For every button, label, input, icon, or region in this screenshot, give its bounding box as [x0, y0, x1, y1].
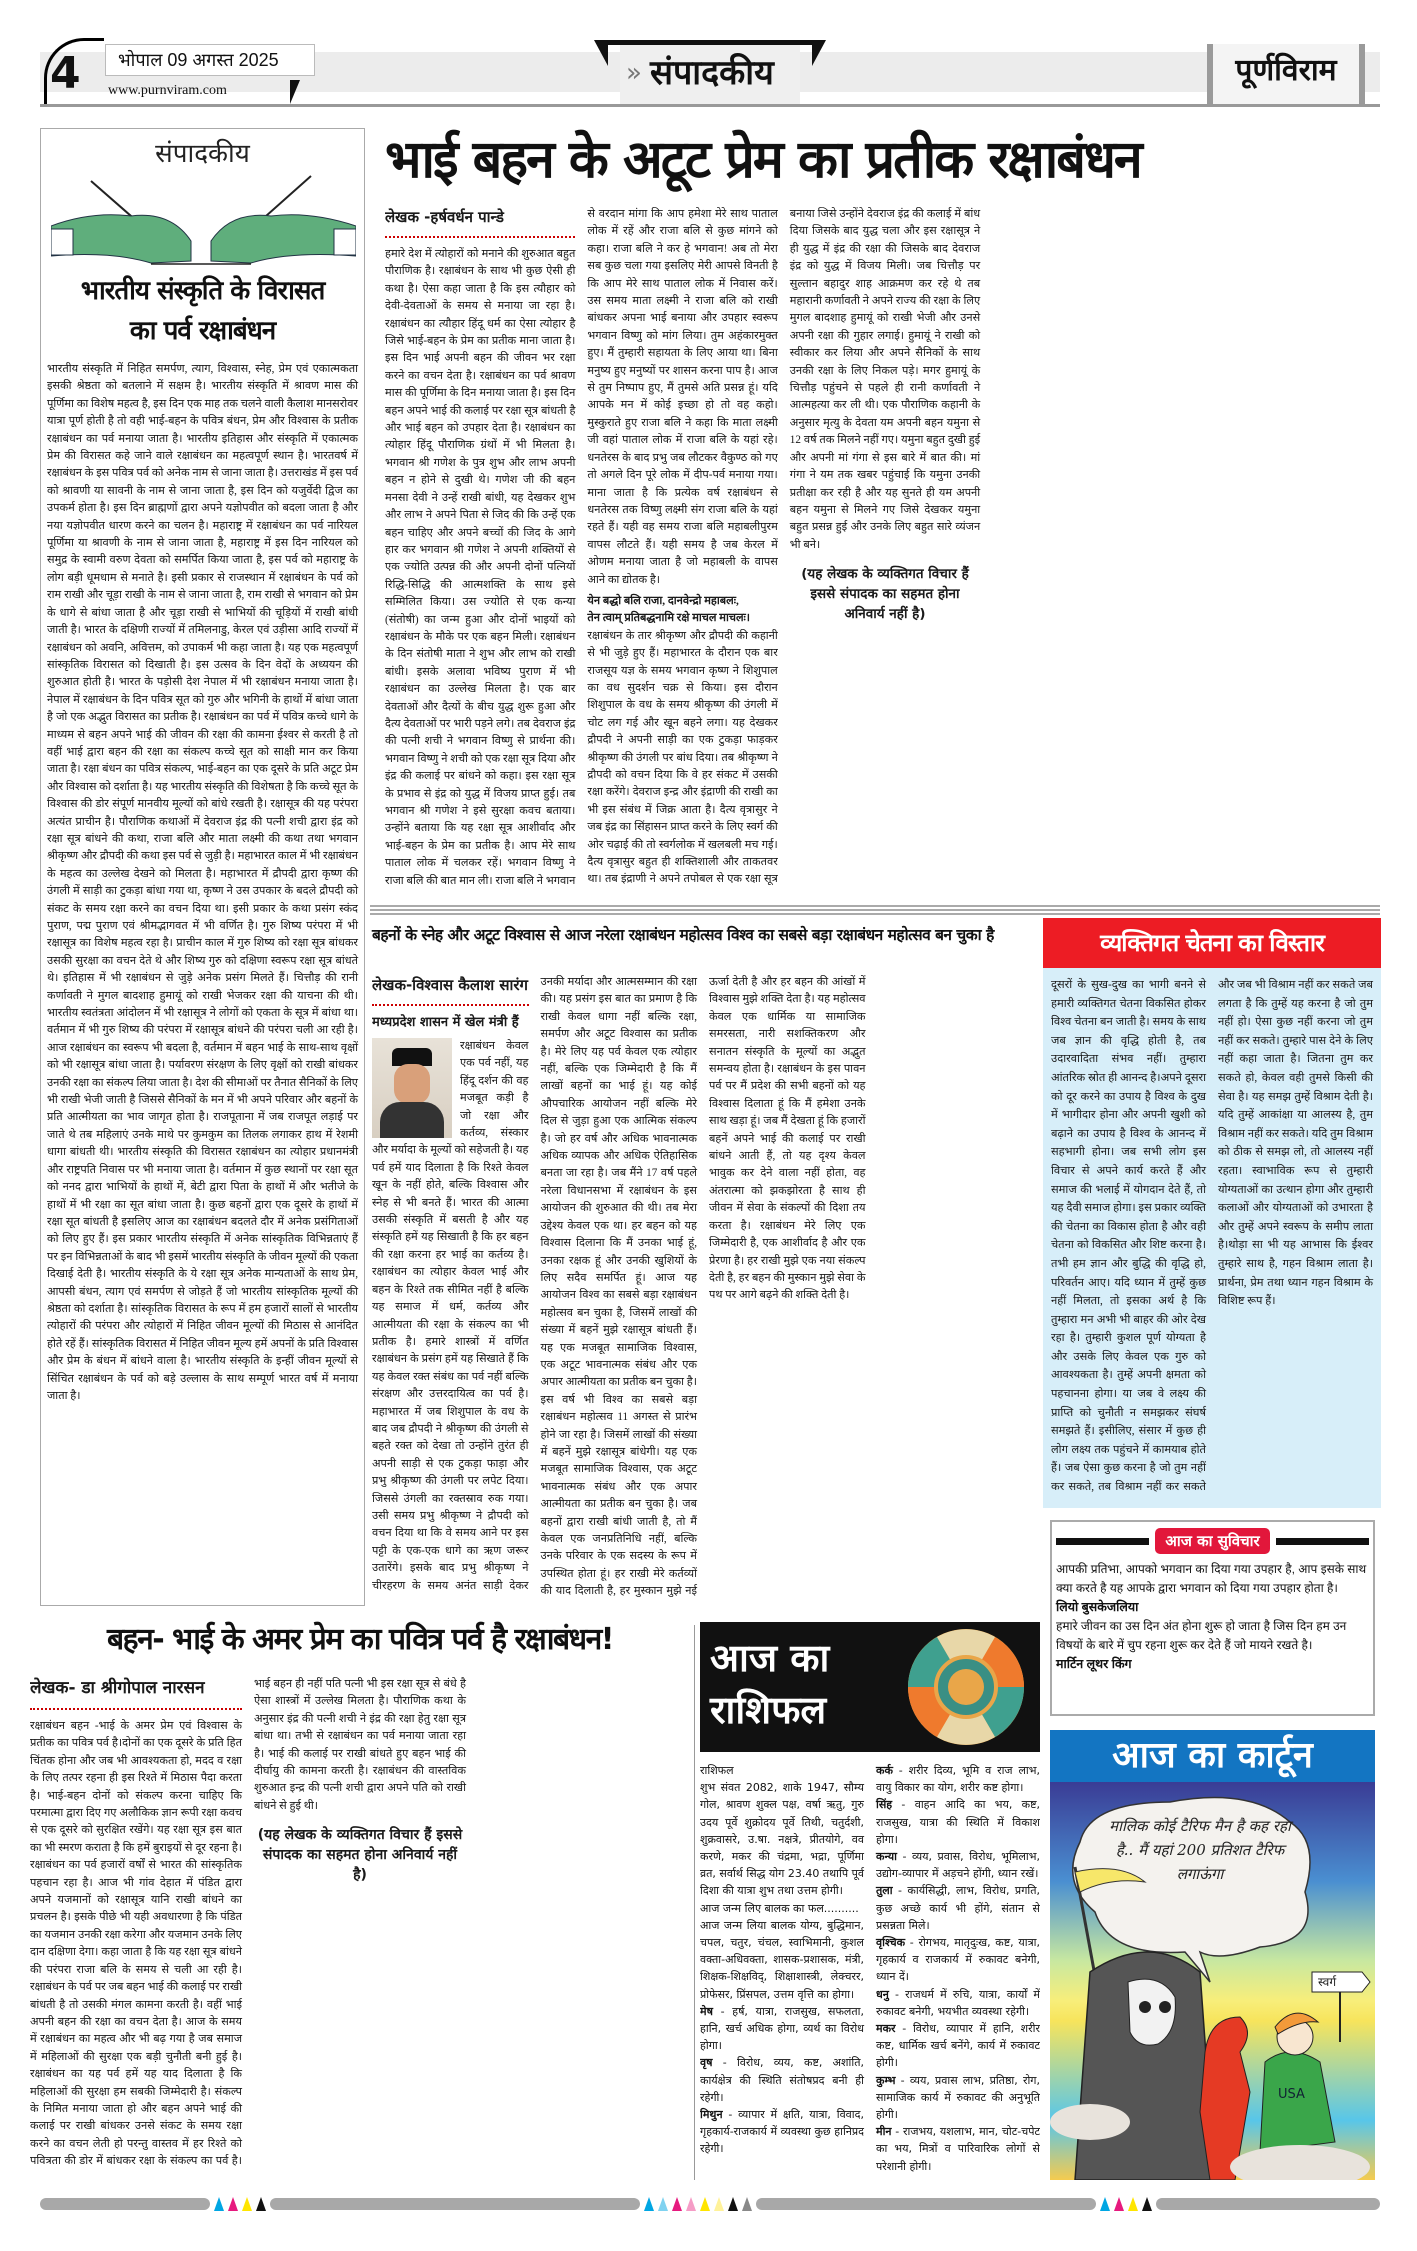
footer-pill — [1156, 2198, 1380, 2210]
yellow-mark — [242, 2197, 252, 2211]
footer-registration-strip — [40, 2196, 1380, 2212]
magenta-mark — [672, 2197, 682, 2211]
zodiac-sign-item: मीन - राजभय, यशलाभ, मान, चोट-चपेट का भय, मित्रों व पारिवारिक लोगों से परेशानी होगी। — [876, 2125, 1040, 2173]
author-designation: मध्यप्रदेश शासन में खेल मंत्री हैं — [372, 1015, 519, 1030]
double-chevron-icon: » — [626, 58, 642, 88]
zodiac-sign-item: कुम्भ - व्यय, प्रवास लाभ, प्रतिष्ठा, रोग, सामाजिक कार्य में रुकावट की अनुभूति होगी। — [876, 2073, 1040, 2122]
zodiac-sign-item: मिथुन - व्यापार में क्षति, यात्रा, विवाद, गृहकार्य-राजकार्य में व्यवस्था कुछ हानिप्रद रहेगी। — [700, 2108, 864, 2156]
yellow-mark — [1128, 2197, 1138, 2211]
main-article — [385, 206, 1385, 896]
zodiac-sign-text: राजभय, यशलाभ, मान, चोट-चपेट का भय, मित्रों व पारिवारिक लोगों से परेशानी होगी। — [876, 2125, 1040, 2173]
zodiac-sign-text: राजधर्म में रुचि, यात्रा, कार्यों में रुकावट बनेगी, भयभीत व्यवस्था रहेगी। — [876, 1987, 1040, 2018]
zodiac-sign-item: मकर - विरोध, व्यापार में हानि, शरीर कष्ट, धार्मिक खर्च बनेंगे, कार्य में रुकावट होगी। — [876, 2022, 1040, 2070]
brand-logo: पूर्णविराम — [1207, 44, 1365, 104]
zodiac-sign-item: सिंह - वाहन आदि का भय, कष्ट, राजसुख, यात्रा की स्थिति में विकाश होगा। — [876, 1798, 1040, 1846]
suvichar-bar-right — [1276, 1538, 1369, 1545]
black-mark — [728, 2197, 738, 2211]
masthead-rule — [40, 104, 1380, 107]
rashifal-heading-line1: आज का — [710, 1636, 830, 1680]
suvichar-quote-2: हमारे जीवन का उस दिन अंत होना शुरू हो जाता है जिस दिन हम उन विषयों के बारे में चुप रहना शुरू कर देते हैं जो मायने रखते है। — [1056, 1619, 1347, 1652]
rashifal-banner — [700, 1622, 1040, 1752]
column-rule — [694, 1625, 695, 2180]
editorial-title-line1: भारतीय संस्कृति के विरासत — [80, 276, 325, 306]
black-mark — [256, 2197, 266, 2211]
pink-mark — [686, 2197, 696, 2211]
cartoon-sign-text: स्वर्ग — [1318, 1975, 1337, 1989]
cartoon-speech-text: मालिक कोई टैरिफ मैन है कह रहा है.. मैं यहां 200 प्रतिशत टैरिफ लगाऊंगा — [1109, 1817, 1291, 1883]
section-tab-top-bar — [606, 40, 814, 45]
zodiac-sign-text: व्यय, प्रवास लाभ, प्रतिष्ठा, रोग, सामाजिक कार्य में रुकावट की अनुभूति होगी। — [876, 2073, 1040, 2122]
rashifal-intro: राशिफल — [700, 1764, 734, 1777]
suvichar-bar-left — [1056, 1538, 1149, 1545]
zodiac-sign-text: वाहन आदि का भय, कष्ट, राजसुख, यात्रा की स्थिति में विकाश होगा। — [876, 1798, 1040, 1846]
second-article — [372, 974, 1034, 1606]
zodiac-sign-item: वृष - विरोध, व्यय, कष्ट, अशांति, कार्यक्षेत्र की स्थिति संतोषप्रद बनी ही रहेगी। — [700, 2056, 864, 2104]
cyan-mark — [214, 2197, 224, 2211]
zodiac-sign-name: तुला — [876, 1884, 893, 1898]
suvichar-heading: आज का सुविचार — [1155, 1528, 1269, 1554]
zodiac-sign-item: कर्क - शरीर दिव्य, भूमि व राज लाभ, वायु विकार का योग, शरीर कष्ट होगा। — [876, 1764, 1040, 1795]
zodiac-sign-item: कन्या - व्यय, प्रवास, विरोध, भूमिलाभ, उद्योग-व्यापार में अड़चने होंगी, ध्यान रखें। — [876, 1850, 1040, 1881]
zodiac-sign-text: हर्ष, यात्रा, राजसुख, सफलता, हानि, खर्च अधिक होगा, व्यर्थ का विरोध होगा। — [700, 2004, 864, 2053]
yellow-mark — [700, 2197, 710, 2211]
third-body: रक्षाबंधन बहन -भाई के अमर प्रेम एवं विश्वास के प्रतीक का पवित्र पर्व है।दोनों का एक दूसरे के प्रति हित चिंतक होना और जब भी आवश्यकता हो, मदद व रक्षा के लिए तत्पर रहना ही इस रिश्ते में मिठास पैदा करता है। भाई-बहन दोनों को संकल्प करना चाहिए कि परमात्मा द्वारा दिए गए अलौकिक ज्ञान रूपी रक्षा कवच से एक दूसरे को सुरक्षित रखेंगे। यह रक्षा सूत्र इस बात का भी स्मरण कराता है कि हमें बुराइयों से दूर रहना है। रक्षाबंधन का पर्व हजारों वर्षों से भारत की सांस्कृतिक पहचान रहा है। आज भी गांव देहात में पंडित द्वारा अपने यजमानों को रक्षासूत्र यानि राखी बांधने का प्रचलन है। इसके पीछे भी यही अवधारणा है कि पंडित का यजमान उनकी रक्षा करेगा और यजमान उनके लिए दान दक्षिणा देगा। कहा जाता है कि यह रक्षा सूत्र बांधने की परंपरा राजा बलि के समय से चली आ रही है। रक्षाबंधन के पर्व पर जब बहन भाई की कलाई पर राखी बांधती है तो उसकी मंगल कामना करती है। वहीं भाई अपनी बहन की रक्षा का वचन देता है। आज के समय में रक्षाबंधन का महत्व और भी बढ़ गया है जब समाज में महिलाओं की सुरक्षा एक बड़ी चुनौती बनी हुई है। रक्षाबंधन का यह पर्व हमें यह याद दिलाता है कि महिलाओं की सुरक्षा हम सबकी जिम्मेदारी है। संकल्प के निमित मनाया जाता हो और बहन अपने भाई की कलाई पर राखी बांधकर उनसे संकट के समय रक्षा करने का वचन लेती हो परन्तु वास्तव में हर रिश्ते को पवित्रता की डोर में बांधकर रक्षा के संकल्प का पर्व है। भाई बहन ही नहीं पति पत्नी भी इस रक्षा सूत्र से बंधे है ऐसा शास्त्रों में उल्लेख मिलता है। पौराणिक कथा के अनुसार इंद्र की पत्नी शची ने इंद्र की रक्षा हेतु रक्षा सूत्र बांधा था। तभी से रक्षाबंधन का पर्व मनाया जाता रहा है। भाई की कलाई पर राखी बांधते हुए बहन भाई की दीर्घायु की कामना करती है। रक्षाबंधन की वास्तविक शुरुआत इन्द्र की पत्नी शची द्वारा अपने पति को राखी बांधने से हुई थी। — [30, 1678, 466, 2168]
zodiac-sign-name: कुम्भ — [876, 2073, 896, 2087]
suvichar-quote-1: आपकी प्रतिभा, आपको भगवान का दिया गया उपहार है, आप इसके साथ क्या करते है यह आपके द्वारा भगवान को दिया गया उपहार होता है। — [1056, 1562, 1367, 1595]
main-byline: लेखक -हर्षवर्धन पान्डे — [385, 206, 575, 238]
zodiac-sign-name: सिंह — [876, 1798, 893, 1812]
editorial-title-line2: का पर्व रक्षाबंधन — [129, 316, 276, 346]
footer-pill — [270, 2198, 640, 2210]
cartoon-panel — [1050, 1730, 1375, 2180]
zodiac-sign-name: धनु — [876, 1987, 889, 2001]
main-headline: भाई बहन के अटूट प्रेम का प्रतीक रक्षाबंधन — [385, 130, 1141, 190]
zodiac-sign-name: कन्या — [876, 1850, 897, 1864]
third-disclaimer: (यह लेखक के व्यक्तिगत विचार हैं इससे संपादक का सहमत होना अनिवार्य नहीं है) — [257, 1827, 463, 1884]
writing-hands-icon — [51, 171, 356, 271]
section-tab-left-wedge — [594, 40, 608, 66]
zodiac-sign-item: तुला - कार्यसिद्धी, लाभ, विरोध, प्रगति, कुछ अच्छे कार्य भी होंगे, संतान से प्रसन्नता मिले। — [876, 1884, 1040, 1932]
cyan-mark — [1100, 2197, 1110, 2211]
zodiac-sign-text: रोगभय, मातृदुःख, कष्ट, यात्रा, गृहकार्य व राजकार्य में रुकावट बनेगी, ध्यान दें। — [876, 1936, 1040, 1984]
zodiac-sign-name: वृश्चिक — [876, 1936, 906, 1950]
consciousness-body: दूसरों के सुख-दुख का भागी बनने से हमारी व्यक्तिगत चेतना विकसित होकर विश्व चेतना बन जाती है। समय के साथ जब ज्ञान की वृद्धि होती है, तब उदारवादिता संभव नहीं। तुम्हारा आंतरिक स्रोत ही आनन्द है।अपने दूसरा को दूर करने का उपाय है विश्व के दुख में भागीदार होना और अपनी खुशी को बढ़ाने का उपाय है विश्व के आनन्द में सहभागी होना। जब सभी लोग इस विचार से अपने कार्य करते हैं और समाज की भलाई में योगदान देते हैं, तो यह दैवी समाज होगा। इस प्रकार व्यक्ति की चेतना का विकास होता है और वही चेतना को विकसित और शिष्ट करना है। तभी हम ज्ञान और बुद्धि की वृद्धि हो, परिवर्तन आए। यदि ध्यान में तुम्हें कुछ नहीं मिलता, तो इसका अर्थ है कि तुम्हारा मन अभी भी बाहर की ओर देख रहा है। तुम्हारी कुशल पूर्ण योग्यता है और उसके लिए केवल एक गुरु को आवश्यकता है। तुम्हें अपनी क्षमता को पहचानना होगा। या जब वे लक्ष्य की प्राप्ति को चुनौती न समझकर संघर्ष समझते हैं। इसीलिए, संसार में कुछ ही लोग लक्ष्य तक पहुंचने में कामयाब होते हैं। जब ऐसा कुछ करना है जो तुम नहीं कर सकते, तब विश्राम नहीं कर सकते और जब भी विश्राम नहीं कर सकते जब लगता है कि तुम्हें यह करना है जो तुम नहीं हो। ऐसा कुछ नहीं करना जो तुम नहीं कर सकते। तुम्हारे पास देने के लिए नहीं कहा जाता है। जितना तुम कर सकते हो, केवल वही तुमसे किसी की सेवा है। यह समझ तुम्हें विश्राम देती है। यदि तुम्हें आकांक्षा या आलस्य है, तुम विश्राम नहीं कर सकते। यदि तुम विश्राम को ठीक से समझ लो, तो आलस्य नहीं रहता। स्वाभाविक रूप से तुम्हारी योग्यताओं का उत्थान होगा और तुम्हारी कलाओं और योग्यताओं को उभारता है और तुम्हें अपने स्वरूप के समीप लाता है।थोड़ा सा भी यह आभास कि ईश्वर तुम्हारे साथ है, गहन विश्राम लाता है।प्रार्थना, प्रेम तथा ध्यान गहन विश्राम के विशिष्ट रूप हैं। — [1051, 979, 1373, 1494]
section-tab-right-wedge — [812, 40, 826, 66]
consciousness-heading: व्यक्तिगत चेतना का विस्तार — [1043, 918, 1381, 968]
website-link[interactable]: www.purnviram.com — [108, 83, 227, 98]
section-title: संपादकीय — [650, 53, 774, 93]
second-body: रक्षाबंधन केवल एक पर्व नहीं, यह हिंदू दर्शन की वह मजबूत कड़ी है जो रक्षा और कर्तव्य, संस्कार और मर्यादा के मूल्यों को सहेजती है। यह पर्व हमें याद दिलाता है कि रिश्ते केवल खून के नहीं होते, बल्कि विश्वास और स्नेह से भी बनते हैं। भारत की आत्मा उसकी संस्कृति में बसती है और यह संस्कृति हमें यह सिखाती है कि हर बहन की रक्षा करना हर भाई का कर्तव्य है। रक्षाबंधन का त्योहार केवल भाई और बहन के रिश्ते तक सीमित नहीं है बल्कि यह समाज में धर्म, कर्तव्य और आत्मीयता की रक्षा के संकल्प का भी प्रतीक है। हमारे शास्त्रों में वर्णित रक्षाबंधन के प्रसंग हमें यह सिखाते हैं कि यह केवल रक्त संबंध का पर्व नहीं बल्कि संरक्षण और उत्तरदायित्व का पर्व है। महाभारत में जब शिशुपाल के वध के बाद जब द्रौपदी ने श्रीकृष्ण की उंगली से बहते रक्त को देखा तो उन्होंने तुरंत ही अपनी साड़ी से एक टुकड़ा फाड़ा और प्रभु श्रीकृष्ण की उंगली पर लपेट दिया। जिससे उंगली का रक्तस्राव रुक गया। उसी समय प्रभु श्रीकृष्ण ने द्रौपदी को वचन दिया था कि वे समय आने पर इस पट्टी के एक-एक धागे का ऋण जरूर उतारेंगे। इसके बाद प्रभु श्रीकृष्ण ने चीरहरण के समय अनंत साड़ी देकर उनकी मर्यादा और आत्मसम्मान की रक्षा की। यह प्रसंग इस बात का प्रमाण है कि राखी केवल धागा नहीं बल्कि रक्षा, समर्पण और अटूट विश्वास का प्रतीक है। मेरे लिए यह पर्व केवल एक त्योहार नहीं, बल्कि एक जिम्मेदारी है कि मैं लाखों बहनों का भाई हूं। यह कोई औपचारिक आयोजन नहीं बल्कि मेरे दिल से जुड़ा हुआ एक आत्मिक संकल्प है। जो हर वर्ष और अधिक भावनात्मक अधिक व्यापक और अधिक ऐतिहासिक बनता जा रहा है। जब मैंने 17 वर्ष पहले नरेला विधानसभा में रक्षाबंधन के इस आयोजन की शुरुआत की थी। तब मेरा उद्देश्य केवल एक था। हर बहन को यह विश्वास दिलाना कि मैं उनका भाई हूं, उनका रक्षक हूं और उनकी खुशियों के लिए सदैव समर्पित हूं। आज यह आयोजन विश्व का सबसे बड़ा रक्षाबंधन महोत्सव बन चुका है, जिसमें लाखों की संख्या में बहनें मुझे रक्षासूत्र बांधती हैं। यह एक मजबूत सामाजिक विश्वास, एक अटूट भावनात्मक संबंध और एक अपार आत्मीयता का प्रतीक बन चुका है। इस वर्ष भी विश्व का सबसे बड़ा रक्षाबंधन महोत्सव 11 अगस्त से प्रारंभ होने जा रहा है। जिसमें लाखों की संख्या में बहनें मुझे रक्षासूत्र बांधेगी। यह एक मजबूत सामाजिक विश्वास, एक अटूट भावनात्मक संबंध और एक अपार आत्मीयता का प्रतीक बन चुका है। जब बहनों द्वारा राखी बांधी जाती है, तो मैं केवल एक जनप्रतिनिधि नहीं, बल्कि उनके परिवार के एक सदस्य के रूप में उपस्थित होता हूं। हर राखी मेरे कर्तव्यों की याद दिलाती है, हर मुस्कान मुझे नई ऊर्जा देती है और हर बहन की आंखों में विश्वास मुझे शक्ति देता है। यह महोत्सव केवल एक धार्मिक या सामाजिक समरसता, नारी सशक्तिकरण और सनातन संस्कृति के मूल्यों का अद्भुत समन्वय होता है। रक्षाबंधन के इस पावन पर्व पर मैं प्रदेश की सभी बहनों को यह विश्वास दिलाता हूं कि मैं हमेशा उनके साथ खड़ा हूं। जब मैं देखता हूं कि हजारों बहनें अपने भाई की कलाई पर राखी बांधने आती हैं, तो यह दृश्य केवल भावुक कर देने वाला नहीं होता, वह अंतरात्मा को झकझोरता है साथ ही जीवन में सेवा के संकल्पों की दिशा तय करता है। रक्षाबंधन मेरे लिए एक जिम्मेदारी है, एक आशीर्वाद है और एक प्रेरणा है। हर राखी मुझे एक नया संकल्प देती है, हर बहन की मुस्कान मुझे सेवा के पथ पर आगे बढ़ने की शक्ति देती है। — [372, 976, 866, 1598]
sanskrit-verse-line1: येन बद्धो बलि राजा, दानवेन्द्रो महाबलः, — [587, 594, 739, 607]
main-body-part2: रक्षाबंधन के तार श्रीकृष्ण और द्रौपदी की कहानी से भी जुड़े हुए हैं। महाभारत के दौरान एक बार राजसूय यज्ञ के समय भगवान कृष्ण ने शिशुपाल का वध सुदर्शन चक्र से किया। इस दौरान शिशुपाल के वध के समय श्रीकृष्ण की उंगली में चोट लग गई और खून बहने लगा। यह देखकर द्रौपदी ने अपनी साड़ी का एक टुकड़ा फाड़कर श्रीकृष्ण की उंगली पर बांध दिया। तब श्रीकृष्ण ने द्रौपदी को वचन दिया कि वे हर संकट में उसकी रक्षा करेंगे। देवराज इन्द्र और इंद्राणी की राखी का भी इस संबंध में जिक्र आता है। दैत्य वृत्रासुर ने जब इंद्र का सिंहासन प्राप्त करने के लिए स्वर्ग की ओर चढ़ाई की तो स्वर्गलोक में खलबली मच गई। दैत्य वृत्रासुर बहुत ही शक्तिशाली और ताकतवर था। तब इंद्राणी ने अपने तपोबल से एक रक्षा सूत्र बनाया जिसे उन्होंने देवराज इंद्र की कलाई में बांध दिया जिसके बाद युद्ध चला और इस रक्षासूत्र ने ही युद्ध में इंद्र की रक्षा की जिसके बाद देवराज इंद्र को युद्ध में विजय मिली। जब चित्तौड़ पर सुल्तान बहादुर शाह आक्रमण कर रहे थे तब महारानी कर्णावती ने अपने राज्य की रक्षा के लिए मुगल बादशाह हुमायूं को राखी भेजी और उनसे अपनी रक्षा की गुहार लगाई। हुमायूं ने राखी को स्वीकार कर लिया और अपने सैनिकों के साथ उनकी रक्षा के लिए निकल पड़े। मगर हुमायूं के चित्तौड़ पहुंचने से पहले ही रानी कर्णावती ने आत्महत्या कर ली थी। एक पौराणिक कहानी के अनुसार मृत्यु के देवता यम अपनी बहन यमुना से 12 वर्ष तक मिलने नहीं गए। यमुना बहुत दुखी हुई और अपनी मां गंगा से इस बारे में बात की। मां गंगा ने यम तक खबर पहुंचाई कि यमुना उनकी प्रतीक्षा कर रही है और यह सुनते ही यम अपनी बहन यमुना से मिलने गए जिसे देखकर यमुना बहुत प्रसन्न हुई और उनके लिए बहुत सारे व्यंजन भी बने। — [587, 208, 981, 886]
url-slash — [290, 80, 300, 104]
page-number: 4 — [50, 48, 81, 99]
zodiac-sign-text: विरोध, व्यय, कष्ट, अशांति, कार्यक्षेत्र की स्थिति संतोषप्रद बनी ही रहेगी। — [700, 2056, 864, 2104]
footer-pill — [40, 2198, 210, 2210]
magenta-mark — [1114, 2197, 1124, 2211]
magenta-mark — [228, 2197, 238, 2211]
edition-date: भोपाल 09 अगस्त 2025 — [105, 44, 315, 76]
light-cyan-mark — [658, 2197, 668, 2211]
zodiac-sign-name: मेष — [700, 2004, 713, 2018]
sanskrit-verse-line2: तेन त्वाम् प्रतिबद्धनामि रक्षे माचल माचलः। — [587, 612, 751, 625]
zodiac-sign-item: धनु - राजधर्म में रुचि, यात्रा, कार्यों में रुकावट बनेगी, भयभीत व्यवस्था रहेगी। — [876, 1987, 1040, 2018]
main-disclaimer: (यह लेखक के व्यक्तिगत विचार हैं इससे संपादक का सहमत होना अनिवार्य नहीं है) — [801, 566, 969, 623]
rashifal-body — [700, 1762, 1040, 2182]
light-yellow-mark — [714, 2197, 724, 2211]
child-fortune-title: आज जन्म लिए बालक का फल.......... — [700, 1901, 859, 1915]
consciousness-box — [1043, 918, 1381, 1508]
cyan-mark — [644, 2197, 654, 2211]
zodiac-sign-text: कार्यसिद्धी, लाभ, विरोध, प्रगति, कुछ अच्छे कार्य भी होंगे, संतान से प्रसन्नता मिले। — [876, 1884, 1040, 1932]
zodiac-sign-name: मीन — [876, 2125, 892, 2139]
cartoon-image — [1050, 1782, 1375, 2180]
editorial-box — [40, 128, 365, 1606]
suvichar-author-2: मार्टिन लूथर किंग — [1056, 1657, 1132, 1671]
editorial-label: संपादकीय — [155, 139, 250, 169]
black-mark — [1142, 2197, 1152, 2211]
zodiac-sign-name: मकर — [876, 2022, 896, 2036]
panchang-text: शुभ संवत 2082, शाके 1947, सौम्य गोल, श्रावण शुक्ल पक्ष, वर्षा ऋतु, गुरु उदय पूर्वे शुक्रोदय पूर्वे तिथी, चतुर्दशी, शुक्रवासरे, उ.षा. नक्षत्रे, प्रीतयोगे, वव करणे, मकर की चंद्रमा, भद्रा, पूर्णिमा व्रत, सर्वार्थ सिद्ध योग 23.40 तथापि पूर्व दिशा की यात्रा शुभ तथा उत्तम होगी। — [700, 1781, 864, 1898]
suvichar-author-1: लियो बुसकेजलिया — [1056, 1600, 1139, 1614]
child-fortune-text: आज जन्म लिया बालक योग्य, बुद्धिमान, चपल, चतुर, चंचल, स्वाभिमानी, कुशल वक्ता-अधिवक्ता, शासक-प्रशासक, मंत्री, शिक्षक-शिक्षविद्, शिक्षाशास्त्री, लेक्चरर, प्रोफेसर, प्रिंसपल, उत्तम वृत्ति का होगा। — [700, 1918, 864, 2001]
zodiac-sign-text: शरीर दिव्य, भूमि व राज लाभ, वायु विकार का योग, शरीर कष्ट होगा। — [876, 1764, 1040, 1795]
writing-hands-illustration — [51, 171, 354, 271]
cartoon-heading: आज का कार्टून — [1050, 1730, 1375, 1782]
zodiac-sign-name: मिथुन — [700, 2108, 723, 2122]
rashifal-heading-line2: राशिफल — [710, 1688, 827, 1732]
author-photo — [372, 1038, 452, 1138]
second-byline: लेखक-विश्वास कैलाश सारंग — [372, 974, 529, 1006]
zodiac-sign-name: कर्क — [876, 1764, 893, 1777]
cartoon-shirt-label: USA — [1278, 2087, 1305, 2102]
zodiac-sign-text: व्यापार में क्षति, यात्रा, विवाद, गृहकार्य-राजकार्य में व्यवस्था कुछ हानिप्रद रहेगी। — [700, 2108, 864, 2156]
gray-mark — [742, 2197, 752, 2211]
main-body-part1: हमारे देश में त्योहारों को मनाने की शुरुआत बहुत पौराणिक है। रक्षाबंधन के साथ भी कुछ ऐसी ही कथा है। ऐसा कहा जाता है कि इस त्यौहार को देवी-देवताओं के समय से मनाया जा रहा है। रक्षाबंधन का त्यौहार हिंदू धर्म का ऐसा त्योहार है जिसे भाई-बहन के प्रेम का प्रतीक माना जाता है। इस दिन भाई अपनी बहन की जीवन भर रक्षा करने का वचन देता है। रक्षाबंधन का पर्व श्रावण मास की पूर्णिमा के दिन मनाया जाता है। इस दिन बहन अपने भाई की कलाई पर रक्षा सूत्र बांधती है और भाई बहन को उपहार देता है। रक्षाबंधन का त्योहार हिंदू पौराणिक ग्रंथों में भी मिलता है। भगवान श्री गणेश के पुत्र शुभ और लाभ अपनी बहन न होने से दुखी थे। गणेश जी की बहन मनसा देवी ने उन्हें राखी बांधी, यह देखकर शुभ और लाभ ने अपने पिता से जिद की कि उन्हें एक बहन चाहिए और अपने बच्चों की जिद के आगे हार कर भगवान श्री गणेश ने अपनी शक्तियों से एक ज्योति उत्पन्न की और अपनी दोनों पत्नियों रिद्धि-सिद्धि की आत्मशक्ति के साथ इसे सम्मिलित किया। उस ज्योति से एक कन्या (संतोषी) का जन्म हुआ और दोनों भाइयों को रक्षाबंधन के मौके पर एक बहन मिली। रक्षाबंधन के दिन संतोषी माता ने शुभ और लाभ को राखी बांधी। इसके अलावा भविष्य पुराण में भी रक्षाबंधन का उल्लेख मिलता है। एक बार देवताओं और दैत्यों के बीच युद्ध शुरू हुआ और दैत्य देवताओं पर भारी पड़ने लगे। तब देवराज इंद्र की पत्नी शची ने भगवान विष्णु से प्रार्थना की। भगवान विष्णु ने शची को एक रक्षा सूत्र दिया और इंद्र की कलाई पर बांधने को कहा। इस रक्षा सूत्र के प्रभाव से इंद्र को युद्ध में विजय प्राप्त हुई। तब भगवान श्री गणेश ने इसे सुरक्षा कवच बताया। उन्होंने बताया कि यह रक्षा सूत्र आशीर्वाद और भाई-बहन के प्रेम का प्रतीक है। आप मेरे साथ पाताल लोक में चलकर रहें। भगवान विष्णु ने राजा बलि की बात मान ली। राजा बलि ने भगवान से वरदान मांगा कि आप हमेशा मेरे साथ पाताल लोक में रहें और राजा बलि से कुछ मांगने को कहा। राजा बलि ने कर हे भगवान! अब तो मेरा सब कुछ चला गया इसलिए मेरी आपसे विनती है कि आप मेरे साथ पाताल लोक में निवास करें। उस समय माता लक्ष्मी ने राजा बलि को राखी बांधकर अपना भाई बनाया और उपहार स्वरूप भगवान विष्णु को मांग लिया। तुम अहंकारमुक्त हुए। मैं तुम्हारी सहायता के लिए आया था। बिना मनुष्य हुए मनुष्यों पर शासन करना पाप है। आज से तुम निष्पाप हुए, मैं तुमसे अति प्रसन्न हूं। यदि आपके मन में कोई इच्छा हो तो वह कहो। मुस्कुराते हुए राजा बलि ने कहा कि माता लक्ष्मी जी वहां पाताल लोक में राजा बलि के यहां रहे। धनतेरस के बाद प्रभु जब लौटकर वैकुण्ठ को गए तो अगले दिन पूरे लोक में दीप-पर्व मनाया गया। माना जाता है कि प्रत्येक वर्ष रक्षाबंधन से धनतेरस तक विष्णु लक्ष्मी संग राजा बलि के यहां रहते हैं। यही वह समय राजा बलि महाबलीपुरम वापस लौटते हैं। यही समय है जब केरल में ओणम मनाया जाता है जो महाबली के वापस आने का द्योतक है। — [385, 208, 778, 887]
suvichar-box — [1050, 1520, 1375, 1716]
third-article — [30, 1676, 690, 2186]
zodiac-sign-text: विरोध, व्यापार में हानि, शरीर कष्ट, धार्मिक खर्च बनेंगे, कार्य में रुकावट होगी। — [876, 2022, 1040, 2070]
second-headline: बहनों के स्नेह और अटूट विश्वास से आज नरेला रक्षाबंधन महोत्सव विश्व का सबसे बड़ा रक्षाबंधन महोत्सव बन चुका है — [372, 926, 994, 944]
section-divider — [370, 905, 1380, 917]
zodiac-sign-text: व्यय, प्रवास, विरोध, भूमिलाभ, उद्योग-व्यापार में अड़चने होंगी, ध्यान रखें। — [876, 1850, 1040, 1881]
footer-pill — [756, 2198, 1096, 2210]
third-byline: लेखक- डा श्रीगोपाल नारसन — [30, 1676, 242, 1710]
editorial-body: भारतीय संस्कृति में निहित समर्पण, त्याग, विश्वास, स्नेह, प्रेम एवं एकात्मकता इसकी श्रेष्ठता को बतलाने में सक्षम है। भारतीय संस्कृति में श्रावण मास की पूर्णिमा का विशेष महत्व है, इस दिन एक माह तक चलने वाली कैलाश मानसरोवर यात्रा पूर्ण होती है तो वही भाई-बहन के पवित्र बंधन, प्रेम और विश्वास के प्रतीक रक्षाबंधन का पर्व मनाया जाता है। भारतीय इतिहास और संस्कृति में एकात्मक प्रेम की विरासत कहे जाने वाले रक्षाबंधन का महत्वपूर्ण स्थान है। भारतवर्ष में रक्षाबंधन के इस पवित्र पर्व को अनेक नाम से जाना जाता है। उत्तराखंड में इस पर्व को श्रावणी या सावनी के नाम से जाना जाता है, इस दिन को यजुर्वेदी द्विज का उपकर्म होता है। इस दिन ब्राह्मणों द्वारा अपने यज्ञोपवीत को बदला जाता है और नया यज्ञोपवीत धारण करने का चलन है। महाराष्ट्र में रक्षाबंधन का पर्व नारियल पूर्णिमा या श्रावणी के नाम से जाना जाता है, महाराष्ट्र में इस दिन नारियल को समुद्र के स्वामी वरुण देवता को समर्पित किया जाता है, इस पर्व को महाराष्ट्र के लोग बड़ी धूमधाम से मनाते है। इसी प्रकार से राजस्थान में रक्षाबंधन के पर्व को राम राखी और चूड़ा राखी के नाम से जाना जाता है, राम राखी से भगवान को प्रेम के धागे से बांधा जाता है और चूड़ा राखी से भाभियों की चूड़ियों में राखी बांधी जाती है। भारत के दक्षिणी राज्यों में तमिलनाडु, केरल एवं उड़ीसा आदि राज्यों में रक्षाबंधन को अवनि, अवित्तम, को उपाकर्म भी कहा जाता है। यह एक महत्वपूर्ण सांस्कृतिक विरासत को दिखाती है। इस उत्सव के दिन वेदों के अध्ययन की शुरुआत होती है। भारत के पड़ोसी देश नेपाल में भी रक्षाबंधन मनाया जाता है। नेपाल में रक्षाबंधन के दिन पवित्र सूत को गुरु और भगिनी के हाथों में बांधा जाता है जो एक अद्भुत विरासत का प्रतीक है। रक्षाबंधन का पर्व में पवित्र कच्चे धागे के माध्यम से बहन अपने भाई की जीवन की रक्षा की कामना ईश्वर से करती है तो वहीं भाई द्वारा बहन की रक्षा का संकल्प कच्चे सूत को साक्षी मान कर किया जाता है। रक्षा बंधन का पवित्र संकल्प, भाई-बहन का एक दूसरे के प्रति अटूट प्रेम और विश्वास को दर्शाता है। यह भारतीय संस्कृति की विशेषता है कि कच्चे सूत के विश्वास की डोर संपूर्ण मानवीय मूल्यों को बांधे रखती है। रक्षासूत्र की यह परंपरा अत्यंत प्राचीन है। पौराणिक कथाओं में देवराज इंद्र की पत्नी शची द्वारा इंद्र को रक्षा सूत्र बांधने की कथा, राजा बलि और माता लक्ष्मी की कथा तथा भगवान श्रीकृष्ण और द्रौपदी की कथा इस पर्व से जुड़ी है। महाभारत काल में भी रक्षाबंधन के महत्व का उल्लेख देखने को मिलता है। महाभारत में द्रौपदी द्वारा कृष्ण की उंगली में साड़ी का टुकड़ा बांधा गया था, कृष्ण ने उस उपकार के बदले द्रौपदी को संकट के समय रक्षा करने का वचन दिया था। इसी प्रकार के कथा प्रसंग स्कंद पुराण, पद्म पुराण एवं श्रीमद्भागवत में भी वर्णित है। गुरु शिष्य परंपरा में भी रक्षासूत्र का विशेष महत्व रहा है। प्राचीन काल में गुरु शिष्य को रक्षा सूत्र बांधकर उसकी सुरक्षा का वचन देते थे और शिष्य गुरु को दक्षिणा स्वरूप रक्षा सूत्र बांधते थे। इतिहास में भी रक्षाबंधन से जुड़े अनेक प्रसंग मिलते हैं। चित्तौड़ की रानी कर्णावती ने मुगल बादशाह हुमायूं को राखी भेजकर रक्षा की याचना की थी। भारतीय स्वतंत्रता आंदोलन में भी रक्षासूत्र ने लोगों को एकता के सूत्र में बांधा था। वर्तमान में भी गुरु शिष्य की परंपरा में रक्षासूत्र बांधने की परंपरा चली आ रही है। आज रक्षाबंधन का स्वरूप भी बदला है, वर्तमान में बहन भाई के साथ-साथ वृक्षों को भी रक्षासूत्र बांधा जाता है। पर्यावरण संरक्षण के लिए वृक्षों को राखी बांधकर उनकी रक्षा का संकल्प लिया जाता है। देश की सीमाओं पर तैनात सैनिकों के लिए भी राखी भेजी जाती है जिससे सैनिकों के मन में भी अपने परिवार और बहनों के प्रति आत्मीयता का भाव जागृत होता है। राजपूताना में जब राजपूत लड़ाई पर जाते थे तब महिलाएं उनके माथे पर कुमकुम का तिलक लगाकर हाथ में रेशमी धागा बांधती थी। भारतीय संस्कृति की विरासत रक्षाबंधन का त्योहार प्रधानमंत्री और राष्ट्रपति निवास पर भी मनाया जाता है। वर्तमान में कुछ स्थानों पर रक्षा सूत को ननद द्वारा भाभियों के हाथों में, बेटी द्वारा पिता के हाथों में और भतीजे के हाथों में भी रक्षा का सूत बांधा जाता है। कुछ बहनों द्वारा एक दूसरे के हाथों में रक्षा सूत बांधती है इसलिए आज का रक्षाबंधन बदलते दौर में अनेक प्रसंगिताओं को लिए हुए हैं। इस प्रकार भारतीय संस्कृति में अनेक सांस्कृतिक विभिन्नताएं हैं पर इन विभिन्नताओं के बाद भी इसमें भारतीय संस्कृति के जीवन मूल्यों की एकता दिखाई देती है। भारतीय संस्कृति के ये रक्षा सूत्र अनेक मान्यताओं के साथ प्रेम, आपसी बंधन, त्याग एवं समर्पण से जोड़ते हैं जो भारतीय सांस्कृतिक मूल्यों की श्रेष्ठता को दर्शाता है। सांस्कृतिक विरासत के रूप में हम हजारों सालों से भारतीय त्योहारों की परंपरा और त्योहारों में निहित जीवन मूल्यों की मिठास से आनंदित होते रहें हैं। सांस्कृतिक विरासत में निहित जीवन मूल्य हमें अपनों के प्रति विश्वास और प्रेम के बंधन में बांधने वाला है। भारतीय संस्कृति के इन्हीं जीवन मूल्यों से सिंचित रक्षाबंधन के पर्व को बड़े उल्लास के साथ सम्पूर्ण भारत वर्ष में मनाया जाता है। — [47, 363, 358, 1402]
zodiac-sign-item: वृश्चिक - रोगभय, मातृदुःख, कष्ट, यात्रा, गृहकार्य व राजकार्य में रुकावट बनेगी, ध्यान दें। — [876, 1936, 1040, 1984]
zodiac-wheel-icon — [896, 1627, 1036, 1747]
zodiac-sign-name: वृष — [700, 2056, 713, 2070]
zodiac-sign-item: मेष - हर्ष, यात्रा, राजसुख, सफलता, हानि, खर्च अधिक होगा, व्यर्थ का विरोध होगा। — [700, 2004, 864, 2053]
third-headline: बहन- भाई के अमर प्रेम का पवित्र पर्व है रक्षाबंधन! — [107, 1622, 613, 1657]
